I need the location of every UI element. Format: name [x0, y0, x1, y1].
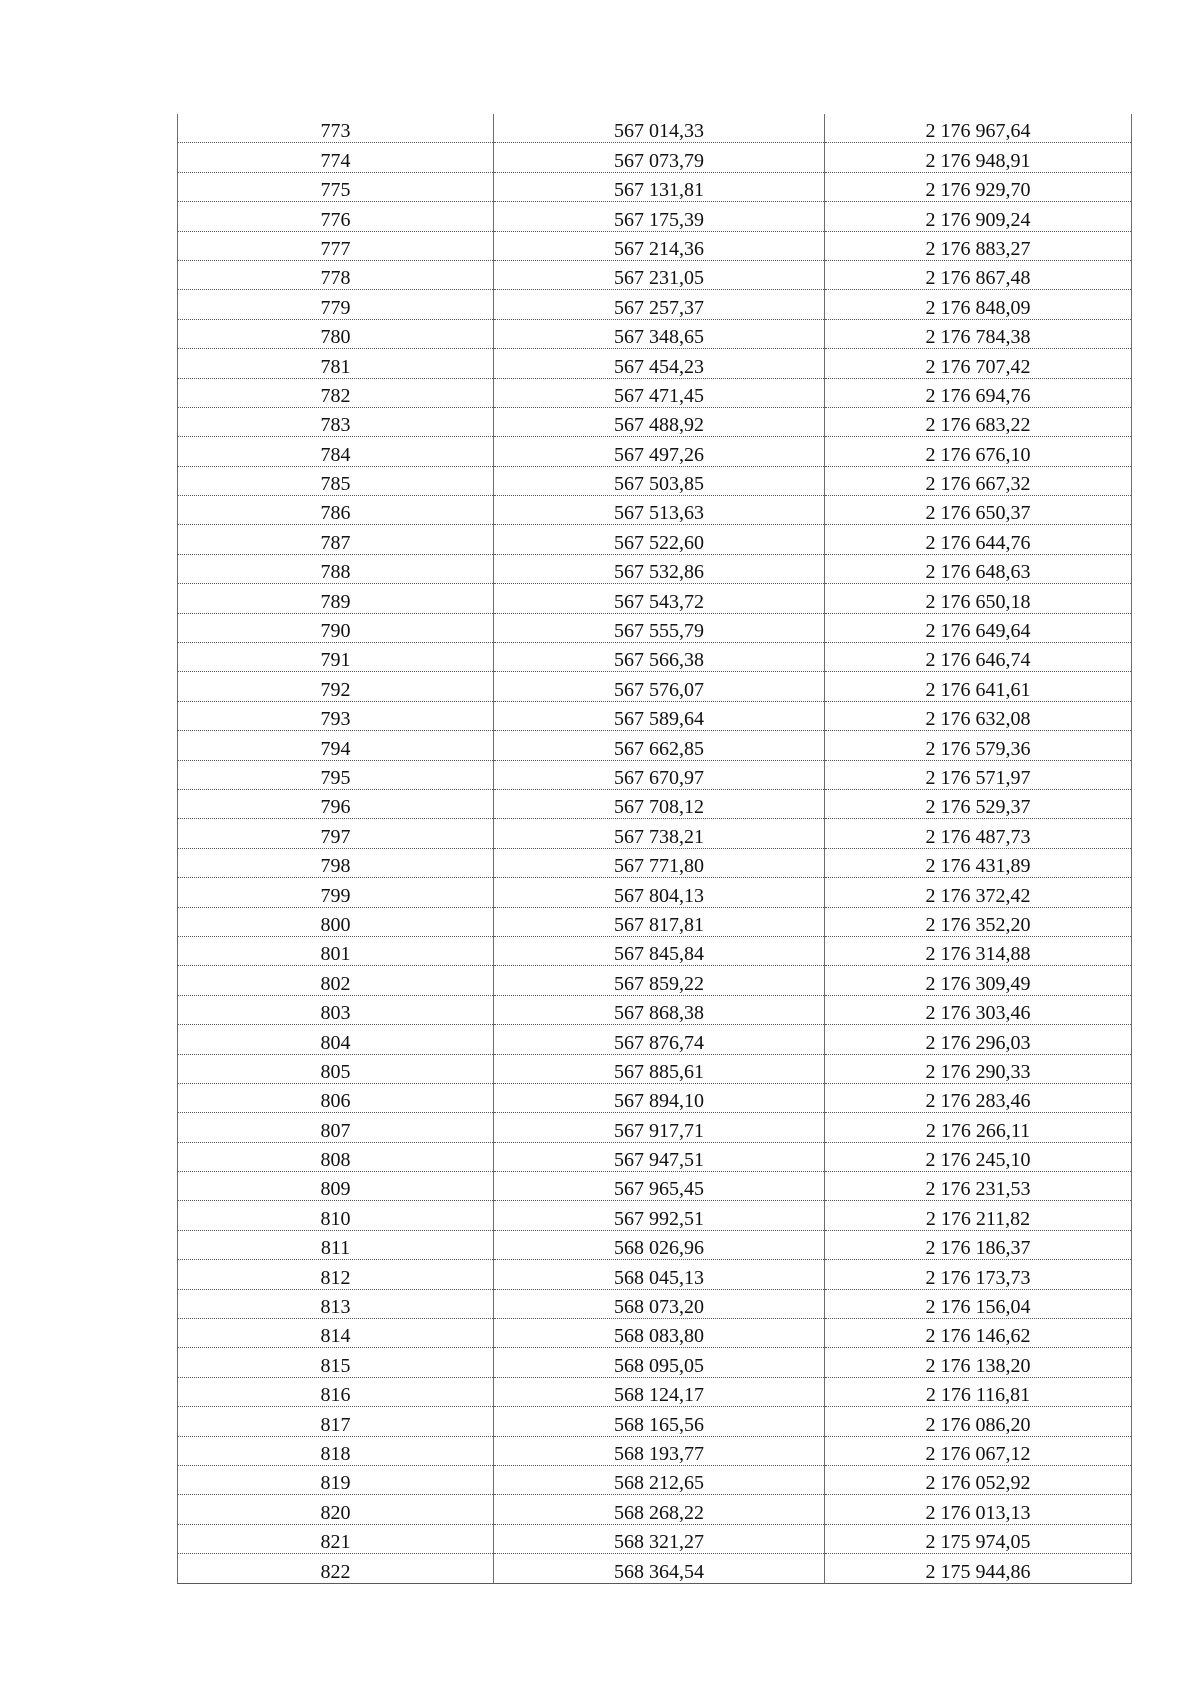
table-row: [178, 819, 1132, 848]
table-row: [178, 1319, 1132, 1348]
point-number-cell: 806: [178, 1083, 494, 1112]
x-coordinate-cell: 567 885,61: [494, 1054, 825, 1083]
table-row: [178, 1495, 1132, 1524]
y-coordinate-cell: 2 176 579,36: [825, 731, 1132, 760]
table-row: [178, 878, 1132, 907]
x-coordinate-cell: 568 026,96: [494, 1230, 825, 1259]
point-number-cell: 788: [178, 554, 494, 583]
x-coordinate-cell: 568 193,77: [494, 1436, 825, 1465]
y-coordinate-cell: 2 176 948,91: [825, 143, 1132, 172]
coordinates-table: [177, 114, 1132, 1584]
point-number-cell: 817: [178, 1407, 494, 1436]
y-coordinate-cell: 2 176 138,20: [825, 1348, 1132, 1377]
x-coordinate-cell: 567 555,79: [494, 613, 825, 642]
table-row: [178, 1113, 1132, 1142]
x-coordinate-cell: 567 589,64: [494, 701, 825, 730]
y-coordinate-cell: 2 176 707,42: [825, 349, 1132, 378]
x-coordinate-cell: 568 321,27: [494, 1524, 825, 1553]
y-coordinate-cell: 2 176 883,27: [825, 231, 1132, 260]
point-number-cell: 804: [178, 1025, 494, 1054]
point-number-cell: 774: [178, 143, 494, 172]
x-coordinate-cell: 567 859,22: [494, 966, 825, 995]
y-coordinate-cell: 2 176 116,81: [825, 1377, 1132, 1406]
point-number-cell: 775: [178, 172, 494, 201]
y-coordinate-cell: 2 176 211,82: [825, 1201, 1132, 1230]
x-coordinate-cell: 567 662,85: [494, 731, 825, 760]
x-coordinate-cell: 567 817,81: [494, 907, 825, 936]
y-coordinate-cell: 2 176 303,46: [825, 995, 1132, 1024]
y-coordinate-cell: 2 176 372,42: [825, 878, 1132, 907]
y-coordinate-cell: 2 176 067,12: [825, 1436, 1132, 1465]
y-coordinate-cell: 2 176 967,64: [825, 114, 1132, 143]
y-coordinate-cell: 2 176 309,49: [825, 966, 1132, 995]
point-number-cell: 785: [178, 466, 494, 495]
x-coordinate-cell: 567 543,72: [494, 584, 825, 613]
y-coordinate-cell: 2 176 245,10: [825, 1142, 1132, 1171]
y-coordinate-cell: 2 176 694,76: [825, 378, 1132, 407]
table-row: [178, 1172, 1132, 1201]
x-coordinate-cell: 567 576,07: [494, 672, 825, 701]
table-row: [178, 936, 1132, 965]
x-coordinate-cell: 567 513,63: [494, 496, 825, 525]
y-coordinate-cell: 2 176 186,37: [825, 1230, 1132, 1259]
y-coordinate-cell: 2 176 156,04: [825, 1289, 1132, 1318]
y-coordinate-cell: 2 176 667,32: [825, 466, 1132, 495]
x-coordinate-cell: 567 532,86: [494, 554, 825, 583]
point-number-cell: 810: [178, 1201, 494, 1230]
y-coordinate-cell: 2 176 676,10: [825, 437, 1132, 466]
point-number-cell: 802: [178, 966, 494, 995]
point-number-cell: 781: [178, 349, 494, 378]
point-number-cell: 790: [178, 613, 494, 642]
y-coordinate-cell: 2 176 649,64: [825, 613, 1132, 642]
x-coordinate-cell: 567 771,80: [494, 848, 825, 877]
point-number-cell: 796: [178, 789, 494, 818]
point-number-cell: 782: [178, 378, 494, 407]
point-number-cell: 786: [178, 496, 494, 525]
table-row: [178, 1054, 1132, 1083]
x-coordinate-cell: 567 214,36: [494, 231, 825, 260]
x-coordinate-cell: 568 073,20: [494, 1289, 825, 1318]
y-coordinate-cell: 2 176 929,70: [825, 172, 1132, 201]
table-row: [178, 172, 1132, 201]
x-coordinate-cell: 568 045,13: [494, 1260, 825, 1289]
x-coordinate-cell: 567 073,79: [494, 143, 825, 172]
x-coordinate-cell: 567 876,74: [494, 1025, 825, 1054]
table-row: [178, 731, 1132, 760]
point-number-cell: 780: [178, 319, 494, 348]
x-coordinate-cell: 568 165,56: [494, 1407, 825, 1436]
point-number-cell: 792: [178, 672, 494, 701]
y-coordinate-cell: 2 176 784,38: [825, 319, 1132, 348]
y-coordinate-cell: 2 176 283,46: [825, 1083, 1132, 1112]
y-coordinate-cell: 2 176 909,24: [825, 202, 1132, 231]
y-coordinate-cell: 2 176 231,53: [825, 1172, 1132, 1201]
table-row: [178, 319, 1132, 348]
x-coordinate-cell: 568 083,80: [494, 1319, 825, 1348]
x-coordinate-cell: 568 268,22: [494, 1495, 825, 1524]
table-row: [178, 202, 1132, 231]
y-coordinate-cell: 2 176 296,03: [825, 1025, 1132, 1054]
x-coordinate-cell: 567 522,60: [494, 525, 825, 554]
table-row: [178, 143, 1132, 172]
point-number-cell: 784: [178, 437, 494, 466]
x-coordinate-cell: 567 231,05: [494, 260, 825, 289]
table-row: [178, 966, 1132, 995]
x-coordinate-cell: 567 670,97: [494, 760, 825, 789]
table-row: [178, 525, 1132, 554]
table-row: [178, 1407, 1132, 1436]
table-row: [178, 1436, 1132, 1465]
table-row: [178, 1289, 1132, 1318]
x-coordinate-cell: 568 212,65: [494, 1465, 825, 1494]
x-coordinate-cell: 567 503,85: [494, 466, 825, 495]
y-coordinate-cell: 2 176 632,08: [825, 701, 1132, 730]
table-row: [178, 114, 1132, 143]
x-coordinate-cell: 567 708,12: [494, 789, 825, 818]
x-coordinate-cell: 567 454,23: [494, 349, 825, 378]
y-coordinate-cell: 2 176 650,18: [825, 584, 1132, 613]
y-coordinate-cell: 2 176 013,13: [825, 1495, 1132, 1524]
coordinates-table-body: [178, 114, 1132, 1583]
y-coordinate-cell: 2 176 648,63: [825, 554, 1132, 583]
y-coordinate-cell: 2 176 146,62: [825, 1319, 1132, 1348]
y-coordinate-cell: 2 176 683,22: [825, 407, 1132, 436]
y-coordinate-cell: 2 176 290,33: [825, 1054, 1132, 1083]
point-number-cell: 812: [178, 1260, 494, 1289]
point-number-cell: 794: [178, 731, 494, 760]
point-number-cell: 776: [178, 202, 494, 231]
x-coordinate-cell: 567 348,65: [494, 319, 825, 348]
y-coordinate-cell: 2 176 173,73: [825, 1260, 1132, 1289]
table-row: [178, 1348, 1132, 1377]
x-coordinate-cell: 567 845,84: [494, 936, 825, 965]
table-row: [178, 378, 1132, 407]
x-coordinate-cell: 567 471,45: [494, 378, 825, 407]
point-number-cell: 821: [178, 1524, 494, 1553]
point-number-cell: 791: [178, 643, 494, 672]
table-row: [178, 1025, 1132, 1054]
point-number-cell: 778: [178, 260, 494, 289]
point-number-cell: 795: [178, 760, 494, 789]
point-number-cell: 779: [178, 290, 494, 319]
table-row: [178, 1377, 1132, 1406]
point-number-cell: 798: [178, 848, 494, 877]
point-number-cell: 805: [178, 1054, 494, 1083]
y-coordinate-cell: 2 176 314,88: [825, 936, 1132, 965]
table-row: [178, 1554, 1132, 1583]
x-coordinate-cell: 567 965,45: [494, 1172, 825, 1201]
table-row: [178, 1524, 1132, 1553]
point-number-cell: 797: [178, 819, 494, 848]
point-number-cell: 787: [178, 525, 494, 554]
point-number-cell: 783: [178, 407, 494, 436]
point-number-cell: 820: [178, 1495, 494, 1524]
table-row: [178, 584, 1132, 613]
table-row: [178, 554, 1132, 583]
x-coordinate-cell: 568 095,05: [494, 1348, 825, 1377]
y-coordinate-cell: 2 175 944,86: [825, 1554, 1132, 1583]
table-row: [178, 760, 1132, 789]
y-coordinate-cell: 2 176 266,11: [825, 1113, 1132, 1142]
x-coordinate-cell: 567 738,21: [494, 819, 825, 848]
table-row: [178, 613, 1132, 642]
x-coordinate-cell: 567 488,92: [494, 407, 825, 436]
x-coordinate-cell: 567 992,51: [494, 1201, 825, 1230]
y-coordinate-cell: 2 176 529,37: [825, 789, 1132, 818]
y-coordinate-cell: 2 176 867,48: [825, 260, 1132, 289]
table-row: [178, 290, 1132, 319]
point-number-cell: 813: [178, 1289, 494, 1318]
point-number-cell: 816: [178, 1377, 494, 1406]
y-coordinate-cell: 2 176 352,20: [825, 907, 1132, 936]
y-coordinate-cell: 2 175 974,05: [825, 1524, 1132, 1553]
table-row: [178, 1260, 1132, 1289]
y-coordinate-cell: 2 176 086,20: [825, 1407, 1132, 1436]
x-coordinate-cell: 567 868,38: [494, 995, 825, 1024]
x-coordinate-cell: 567 947,51: [494, 1142, 825, 1171]
point-number-cell: 809: [178, 1172, 494, 1201]
point-number-cell: 793: [178, 701, 494, 730]
table-row: [178, 848, 1132, 877]
x-coordinate-cell: 567 131,81: [494, 172, 825, 201]
point-number-cell: 773: [178, 114, 494, 143]
point-number-cell: 801: [178, 936, 494, 965]
table-row: [178, 1083, 1132, 1112]
table-row: [178, 1465, 1132, 1494]
table-row: [178, 1142, 1132, 1171]
y-coordinate-cell: 2 176 431,89: [825, 848, 1132, 877]
y-coordinate-cell: 2 176 487,73: [825, 819, 1132, 848]
table-row: [178, 907, 1132, 936]
y-coordinate-cell: 2 176 646,74: [825, 643, 1132, 672]
point-number-cell: 800: [178, 907, 494, 936]
x-coordinate-cell: 567 804,13: [494, 878, 825, 907]
table-row: [178, 1230, 1132, 1259]
point-number-cell: 789: [178, 584, 494, 613]
x-coordinate-cell: 567 257,37: [494, 290, 825, 319]
x-coordinate-cell: 567 014,33: [494, 114, 825, 143]
point-number-cell: 815: [178, 1348, 494, 1377]
y-coordinate-cell: 2 176 650,37: [825, 496, 1132, 525]
x-coordinate-cell: 567 175,39: [494, 202, 825, 231]
point-number-cell: 818: [178, 1436, 494, 1465]
point-number-cell: 807: [178, 1113, 494, 1142]
table-row: [178, 789, 1132, 818]
table-row: [178, 437, 1132, 466]
table-row: [178, 407, 1132, 436]
y-coordinate-cell: 2 176 052,92: [825, 1465, 1132, 1494]
table-row: [178, 260, 1132, 289]
y-coordinate-cell: 2 176 644,76: [825, 525, 1132, 554]
point-number-cell: 777: [178, 231, 494, 260]
point-number-cell: 819: [178, 1465, 494, 1494]
y-coordinate-cell: 2 176 641,61: [825, 672, 1132, 701]
point-number-cell: 808: [178, 1142, 494, 1171]
y-coordinate-cell: 2 176 571,97: [825, 760, 1132, 789]
table-row: [178, 672, 1132, 701]
table-row: [178, 496, 1132, 525]
x-coordinate-cell: 567 894,10: [494, 1083, 825, 1112]
table-row: [178, 466, 1132, 495]
table-row: [178, 701, 1132, 730]
x-coordinate-cell: 568 124,17: [494, 1377, 825, 1406]
point-number-cell: 811: [178, 1230, 494, 1259]
table-row: [178, 231, 1132, 260]
table-row: [178, 995, 1132, 1024]
table-row: [178, 1201, 1132, 1230]
point-number-cell: 803: [178, 995, 494, 1024]
point-number-cell: 814: [178, 1319, 494, 1348]
table-row: [178, 643, 1132, 672]
table-row: [178, 349, 1132, 378]
x-coordinate-cell: 567 497,26: [494, 437, 825, 466]
point-number-cell: 822: [178, 1554, 494, 1583]
x-coordinate-cell: 567 917,71: [494, 1113, 825, 1142]
point-number-cell: 799: [178, 878, 494, 907]
x-coordinate-cell: 568 364,54: [494, 1554, 825, 1583]
y-coordinate-cell: 2 176 848,09: [825, 290, 1132, 319]
x-coordinate-cell: 567 566,38: [494, 643, 825, 672]
